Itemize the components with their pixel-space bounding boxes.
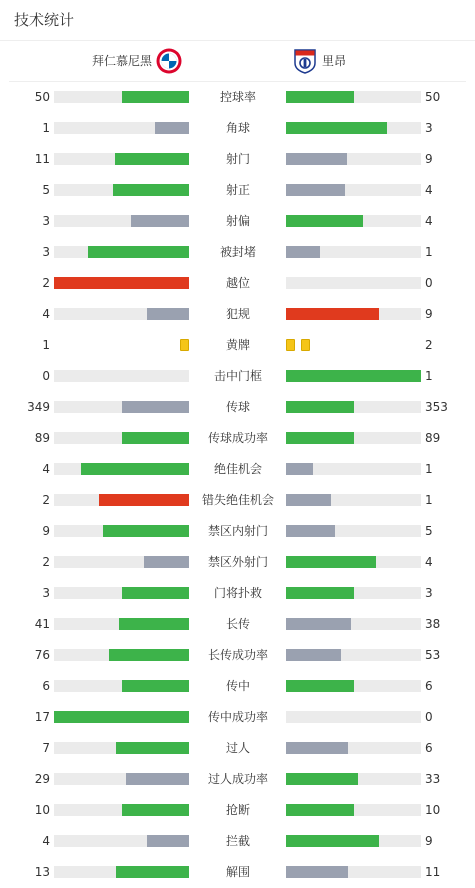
- home-value: 41: [34, 617, 50, 631]
- stat-row: [0, 423, 475, 454]
- away-bar: [286, 618, 351, 630]
- away-value: 4: [425, 183, 433, 197]
- home-bar: [109, 649, 189, 661]
- away-value: 53: [425, 648, 441, 662]
- away-bar: [286, 153, 347, 165]
- away-value: 1: [425, 462, 433, 476]
- stat-label: 传球成功率: [207, 431, 268, 445]
- home-bar-track: [54, 91, 189, 103]
- home-bar-track: [54, 556, 189, 568]
- away-bar-track: [286, 91, 421, 103]
- home-bar-track: [54, 246, 189, 258]
- stat-label: 传球: [225, 400, 250, 414]
- away-bar: [286, 432, 354, 444]
- away-value: 9: [425, 834, 433, 848]
- yellow-card-icon: [180, 339, 189, 351]
- home-value: 349: [27, 400, 50, 414]
- away-bar-track: [286, 463, 421, 475]
- away-bar: [286, 525, 335, 537]
- home-bar-track: [54, 308, 189, 320]
- away-bar: [286, 463, 313, 475]
- stat-label: 禁区内射门: [207, 524, 268, 538]
- home-bar: [115, 153, 189, 165]
- stat-label: 长传: [225, 617, 250, 631]
- home-bar: [116, 742, 189, 754]
- page-title: 技术统计: [0, 0, 475, 41]
- away-bar: [286, 370, 421, 382]
- home-bar: [54, 711, 189, 723]
- home-bar: [144, 556, 189, 568]
- away-bar: [286, 680, 354, 692]
- away-bar-track: [286, 618, 421, 630]
- away-bar-track: [286, 866, 421, 878]
- away-value: 2: [425, 338, 433, 352]
- home-value: 6: [42, 679, 50, 693]
- home-bar-track: [54, 432, 189, 444]
- home-team[interactable]: [92, 48, 182, 74]
- stat-label: 传中: [225, 679, 250, 693]
- stat-label: 射偏: [225, 214, 250, 228]
- home-bar-track: [54, 680, 189, 692]
- home-bar: [54, 277, 189, 289]
- away-value: 10: [425, 803, 441, 817]
- away-bar: [286, 773, 358, 785]
- home-value: 29: [34, 772, 50, 786]
- away-bar-track: [286, 525, 421, 537]
- stat-label: 过人: [225, 741, 250, 755]
- away-bar-track: [286, 370, 421, 382]
- home-bar-track: [54, 215, 189, 227]
- stat-row: [0, 113, 475, 144]
- away-bar: [286, 866, 348, 878]
- away-value: 11: [425, 865, 441, 879]
- yellow-card-icon: [286, 339, 295, 351]
- away-bar-track: [286, 742, 421, 754]
- stat-label: 传中成功率: [207, 710, 268, 724]
- home-bar-track: [54, 835, 189, 847]
- home-value: 9: [42, 524, 50, 538]
- stat-label: 被封堵: [219, 245, 256, 259]
- home-bar-track: [54, 122, 189, 134]
- home-value: 17: [34, 710, 50, 724]
- stat-row: [0, 454, 475, 485]
- home-value: 76: [34, 648, 50, 662]
- home-bar: [131, 215, 189, 227]
- stat-row: [0, 857, 475, 888]
- home-value: 1: [42, 121, 50, 135]
- away-bar-track: [286, 401, 421, 413]
- away-bar-track: [286, 122, 421, 134]
- home-bar: [119, 618, 189, 630]
- home-value: 5: [42, 183, 50, 197]
- home-value: 4: [42, 462, 50, 476]
- home-bar: [116, 866, 189, 878]
- home-bar-track: [54, 494, 189, 506]
- home-bar-track: [54, 184, 189, 196]
- home-value: 89: [34, 431, 50, 445]
- stat-row: [0, 144, 475, 175]
- home-bar-track: [54, 618, 189, 630]
- stat-label: 错失绝佳机会: [201, 493, 274, 507]
- away-value: 4: [425, 214, 433, 228]
- away-bar-track: [286, 556, 421, 568]
- away-bar-track: [286, 246, 421, 258]
- home-bar-track: [54, 525, 189, 537]
- away-team-name: 里昂: [322, 54, 347, 68]
- home-value: 10: [34, 803, 50, 817]
- home-bar-track: [54, 463, 189, 475]
- home-bar-track: [54, 804, 189, 816]
- away-bar: [286, 804, 354, 816]
- home-value: 4: [42, 307, 50, 321]
- home-bar-track: [54, 277, 189, 289]
- home-bar-track: [54, 370, 189, 382]
- teams-header: [9, 41, 466, 82]
- stat-row: [0, 516, 475, 547]
- stats-list: [0, 82, 475, 888]
- stat-label: 抢断: [225, 803, 250, 817]
- away-bar-track: [286, 153, 421, 165]
- home-bar: [81, 463, 189, 475]
- away-bar-track: [286, 308, 421, 320]
- away-bar-track: [286, 215, 421, 227]
- away-bar: [286, 742, 348, 754]
- away-bar-track: [286, 649, 421, 661]
- home-bar: [122, 91, 190, 103]
- home-value: 2: [42, 276, 50, 290]
- home-bar-track: [54, 773, 189, 785]
- away-value: 1: [425, 493, 433, 507]
- away-bar-track: [286, 587, 421, 599]
- home-value: 3: [42, 245, 50, 259]
- lyon-logo-icon: [292, 48, 318, 74]
- stat-row: [0, 237, 475, 268]
- home-bar-track: [54, 153, 189, 165]
- stat-label: 绝佳机会: [213, 462, 262, 476]
- stat-row: [0, 671, 475, 702]
- away-bar: [286, 308, 379, 320]
- stat-label: 射门: [225, 152, 250, 166]
- stat-row: [0, 206, 475, 237]
- stat-row: [0, 361, 475, 392]
- stat-label: 击中门框: [213, 369, 262, 383]
- away-value: 89: [425, 431, 441, 445]
- away-bar-track: [286, 680, 421, 692]
- stat-label: 解围: [225, 865, 250, 879]
- away-bar: [286, 91, 354, 103]
- stat-label: 长传成功率: [207, 648, 268, 662]
- away-value: 38: [425, 617, 441, 631]
- stat-row: [0, 82, 475, 113]
- stat-row: [0, 175, 475, 206]
- away-value: 1: [425, 369, 433, 383]
- home-bar: [147, 308, 189, 320]
- home-bar: [88, 246, 189, 258]
- away-bar-track: [286, 773, 421, 785]
- home-bar: [122, 401, 190, 413]
- stat-label: 禁区外射门: [207, 555, 268, 569]
- home-bar: [99, 494, 189, 506]
- away-value: 33: [425, 772, 441, 786]
- away-bar: [286, 184, 345, 196]
- stat-row: [0, 640, 475, 671]
- away-bar: [286, 494, 331, 506]
- stat-row: [0, 702, 475, 733]
- stat-row: [0, 299, 475, 330]
- away-value: 6: [425, 741, 433, 755]
- stat-row: [0, 764, 475, 795]
- home-value: 2: [42, 493, 50, 507]
- stat-row: [0, 795, 475, 826]
- home-bar: [122, 804, 190, 816]
- away-value: 5: [425, 524, 433, 538]
- away-value: 1: [425, 245, 433, 259]
- away-team[interactable]: [292, 48, 346, 74]
- away-value: 9: [425, 307, 433, 321]
- away-bar-track: [286, 494, 421, 506]
- home-bar: [113, 184, 189, 196]
- stat-label: 越位: [225, 276, 250, 290]
- stat-label: 犯规: [225, 307, 250, 321]
- home-value: 7: [42, 741, 50, 755]
- away-bar: [286, 401, 354, 413]
- home-team-name: 拜仁慕尼黑: [91, 54, 152, 68]
- away-value: 3: [425, 121, 433, 135]
- home-bar-track: [54, 742, 189, 754]
- stat-label: 过人成功率: [207, 772, 268, 786]
- stat-row: [0, 485, 475, 516]
- home-bar: [122, 680, 190, 692]
- away-bar-track: [286, 835, 421, 847]
- away-value: 3: [425, 586, 433, 600]
- away-bar: [286, 556, 376, 568]
- home-value: 11: [34, 152, 50, 166]
- stat-row: [0, 330, 475, 361]
- home-bar: [147, 835, 189, 847]
- home-value: 2: [42, 555, 50, 569]
- stat-label: 黄牌: [225, 338, 250, 352]
- home-bar-track: [54, 866, 189, 878]
- home-value: 0: [42, 369, 50, 383]
- stat-row: [0, 609, 475, 640]
- home-value: 3: [42, 586, 50, 600]
- stat-row: [0, 547, 475, 578]
- away-value: 0: [425, 276, 433, 290]
- stat-label: 门将扑救: [213, 586, 262, 600]
- away-value: 50: [425, 90, 441, 104]
- home-bar: [103, 525, 189, 537]
- home-bar: [122, 587, 190, 599]
- away-bar: [286, 122, 387, 134]
- away-bar: [286, 835, 379, 847]
- home-bar: [122, 432, 190, 444]
- away-bar-track: [286, 277, 421, 289]
- away-bar: [286, 246, 320, 258]
- home-bar-track: [54, 401, 189, 413]
- yellow-card-icon: [301, 339, 310, 351]
- away-value: 6: [425, 679, 433, 693]
- home-value: 50: [34, 90, 50, 104]
- away-bar: [286, 215, 363, 227]
- away-bar: [286, 649, 341, 661]
- away-bar-track: [286, 184, 421, 196]
- home-bar-track: [54, 587, 189, 599]
- stat-row: [0, 733, 475, 764]
- home-bar: [155, 122, 189, 134]
- home-value: 4: [42, 834, 50, 848]
- away-bar-track: [286, 711, 421, 723]
- away-value: 9: [425, 152, 433, 166]
- stat-label: 拦截: [225, 834, 250, 848]
- home-value: 13: [34, 865, 50, 879]
- stat-row: [0, 268, 475, 299]
- away-value: 0: [425, 710, 433, 724]
- stat-label: 射正: [225, 183, 250, 197]
- home-bar: [126, 773, 189, 785]
- away-value: 4: [425, 555, 433, 569]
- away-value: 353: [425, 400, 448, 414]
- bayern-logo-icon: [156, 48, 182, 74]
- home-bar-track: [54, 649, 189, 661]
- stat-label: 控球率: [219, 90, 256, 104]
- stat-row: [0, 578, 475, 609]
- stat-row: [0, 392, 475, 423]
- home-value: 1: [42, 338, 50, 352]
- stat-row: [0, 826, 475, 857]
- stat-label: 角球: [225, 121, 250, 135]
- home-bar-track: [54, 711, 189, 723]
- home-value: 3: [42, 214, 50, 228]
- away-bar-track: [286, 804, 421, 816]
- away-bar-track: [286, 432, 421, 444]
- away-bar: [286, 587, 354, 599]
